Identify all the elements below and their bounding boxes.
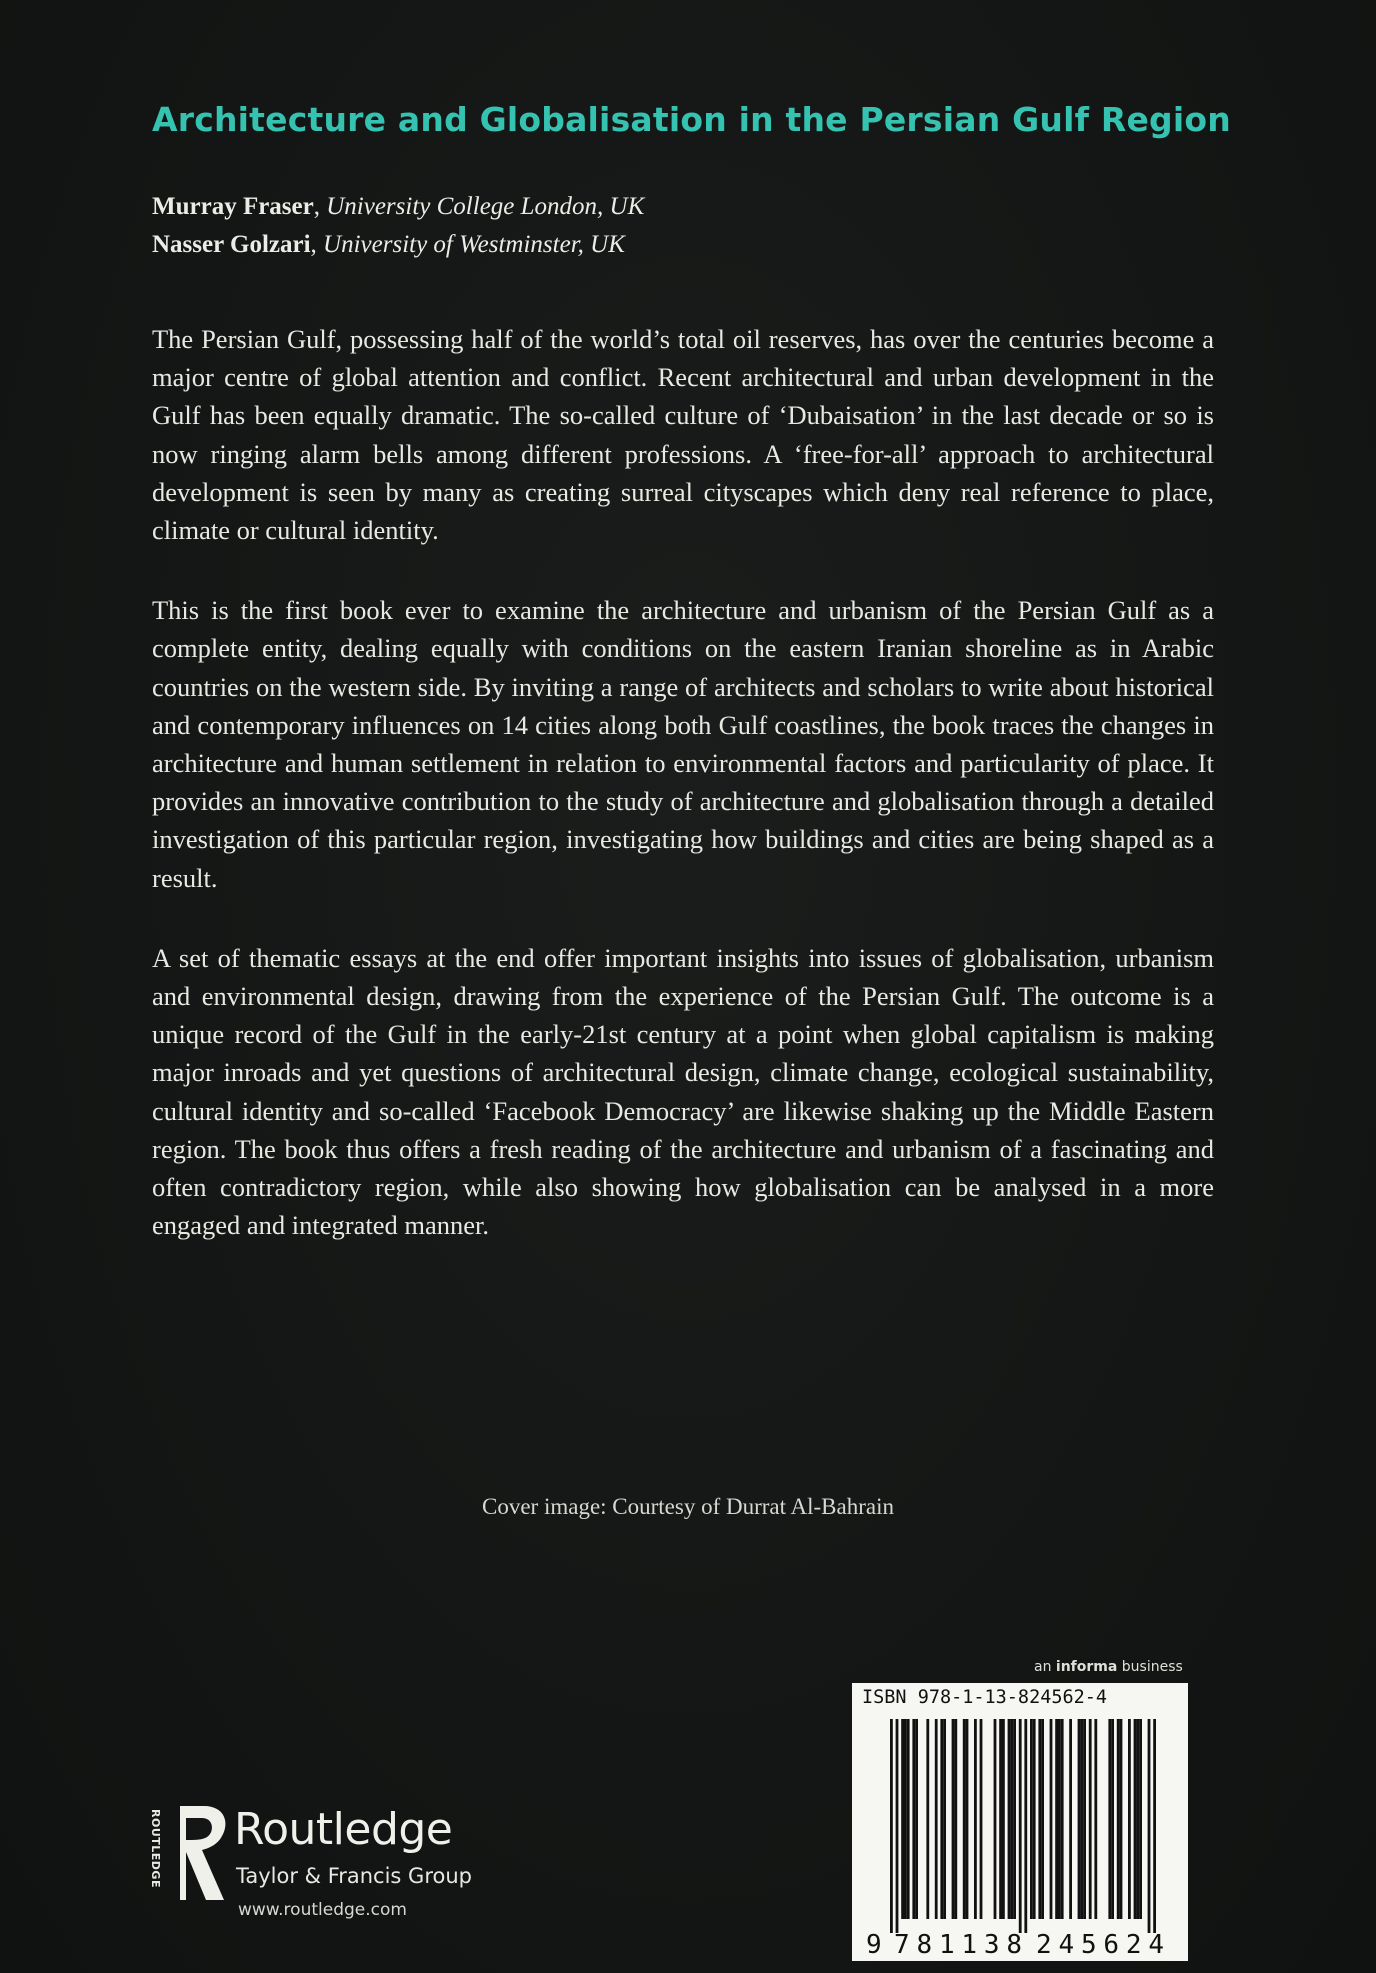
barcode-bars bbox=[852, 1713, 1188, 1961]
barcode-bar bbox=[1111, 1719, 1114, 1919]
barcode-bar bbox=[1013, 1719, 1016, 1919]
book-title: Architecture and Globalisation in the Persian Gulf Region bbox=[152, 100, 1231, 139]
barcode-bar bbox=[1058, 1719, 1061, 1919]
cover-image-credit: Cover image: Courtesy of Durrat Al-Bahrain bbox=[482, 1494, 894, 1519]
barcode-bar bbox=[1117, 1719, 1120, 1919]
publisher-vertical-mark: ROUTLEDGE bbox=[148, 1809, 162, 1888]
isbn-label: ISBN 978-1-13-824562-4 bbox=[862, 1687, 1108, 1708]
barcode-bar bbox=[1041, 1719, 1044, 1919]
publisher-logo bbox=[150, 1800, 530, 1930]
barcode-bar bbox=[1136, 1719, 1139, 1919]
barcode-bar bbox=[1002, 1719, 1005, 1919]
barcode-bar bbox=[952, 1719, 955, 1919]
barcode-digit-first: 9 bbox=[866, 1930, 882, 1960]
description-paragraph: This is the first book ever to examine the architecture and urbanism of the Persian Gulf as a complete entity, dealing equally with conditions on the eastern Iranian shoreline as in Arabic countries on the western side. By inviting a range of architects and scholars to write about historical and contemporary influences on 14 cities along both Gulf coastlines, the book traces the changes in architecture and human settlement in relation to environmental factors and particularity of place. It provides an innovative contribution to the study of architecture and globalisation through a detailed investigation of this particular region, investigating how buildings and cities are being shaped as a result. bbox=[152, 595, 1214, 893]
publisher-name: Routledge bbox=[234, 1804, 453, 1855]
barcode-bar bbox=[1139, 1719, 1142, 1919]
barcode-bar bbox=[1050, 1719, 1053, 1919]
barcode-bar bbox=[1083, 1719, 1086, 1919]
barcode-bar bbox=[1089, 1719, 1092, 1919]
barcode-bar bbox=[940, 1719, 943, 1919]
barcode-bar bbox=[901, 1719, 904, 1919]
informa-prefix: an bbox=[1034, 1659, 1052, 1675]
barcode-bar bbox=[1030, 1719, 1033, 1919]
barcode-bar bbox=[1061, 1719, 1064, 1919]
barcode-bar bbox=[896, 1719, 899, 1933]
barcode-bar bbox=[999, 1719, 1002, 1919]
barcode-bar bbox=[1094, 1719, 1097, 1919]
barcode-bar bbox=[1033, 1719, 1036, 1919]
barcode-bar bbox=[994, 1719, 997, 1919]
barcode-bar bbox=[1078, 1719, 1081, 1919]
routledge-r-icon bbox=[150, 1800, 240, 1910]
barcode-bar bbox=[1134, 1719, 1137, 1919]
barcode-bar bbox=[1019, 1719, 1022, 1933]
book-description bbox=[152, 320, 1214, 1286]
barcode-bar bbox=[980, 1719, 983, 1919]
author-entry: Murray Fraser, University College London, UK bbox=[152, 193, 645, 220]
author-affiliation: University College London, UK bbox=[326, 193, 645, 220]
barcode-bar bbox=[907, 1719, 910, 1919]
isbn-barcode bbox=[852, 1683, 1188, 1961]
barcode-bar bbox=[1024, 1719, 1027, 1933]
author-list bbox=[152, 188, 644, 264]
barcode-bar bbox=[974, 1719, 977, 1919]
barcode-bar bbox=[890, 1719, 893, 1933]
author-name: Nasser Golzari bbox=[152, 231, 311, 258]
barcode-bar bbox=[1010, 1719, 1013, 1919]
barcode-bar bbox=[1080, 1719, 1083, 1919]
barcode-bar bbox=[912, 1719, 915, 1919]
barcode-bar bbox=[966, 1719, 969, 1919]
barcode-bar bbox=[935, 1719, 938, 1919]
barcode-bar bbox=[915, 1719, 918, 1919]
author-affiliation: University of Westminster, UK bbox=[323, 231, 625, 258]
barcode-bar bbox=[943, 1719, 946, 1919]
informa-business-tag bbox=[1034, 1659, 1183, 1675]
barcode-digit-group-1: 781138 bbox=[894, 1930, 1022, 1960]
publisher-group: Taylor & Francis Group bbox=[236, 1864, 472, 1888]
barcode-bar bbox=[1153, 1719, 1156, 1933]
barcode-bar bbox=[1038, 1719, 1041, 1919]
author-entry: Nasser Golzari, University of Westminster, UK bbox=[152, 231, 625, 258]
barcode-bar bbox=[926, 1719, 929, 1919]
barcode-digit-group-2: 245624 bbox=[1036, 1930, 1164, 1960]
barcode-bar bbox=[1108, 1719, 1111, 1919]
publisher-url: www.routledge.com bbox=[238, 1900, 407, 1920]
barcode-bar bbox=[904, 1719, 907, 1919]
barcode-bar bbox=[1128, 1719, 1131, 1919]
barcode-bar bbox=[1055, 1719, 1058, 1919]
author-name: Murray Fraser bbox=[152, 193, 314, 220]
barcode-bar bbox=[1069, 1719, 1072, 1919]
description-paragraph: A set of thematic essays at the end offer important insights into issues of globalisation, urbanism and environmental design, drawing from the experience of the Persian Gulf. The outcome is a unique record of the Gulf in the early-21st century at a point when global capitalism is making major inroads and yet questions of architectural design, climate change, ecological sustainability, cultural identity and so-called ‘Facebook Democracy’ are likewise shaking up the Middle Eastern region. The book thus offers a fresh reading of the architecture and urbanism of a fascinating and often contradictory region, while also showing how globalisation can be analysed in a more engaged and integrated manner. bbox=[152, 942, 1214, 1241]
barcode-bar bbox=[963, 1719, 966, 1919]
barcode-bar bbox=[1008, 1719, 1011, 1919]
barcode-bar bbox=[954, 1719, 957, 1919]
barcode-bar bbox=[1120, 1719, 1123, 1919]
informa-suffix: business bbox=[1121, 1659, 1183, 1675]
barcode-bar bbox=[1148, 1719, 1151, 1933]
description-paragraph: The Persian Gulf, possessing half of the world’s total oil reserves, has over the centuries become a major centre of global attention and conflict. Recent architectural and urban development in the Gulf has been equally dramatic. The so-called culture of ‘Dubaisation’ in the last decade or so is now ringing alarm bells among different professions. A ‘free-for-all’ approach to architectural development is seen by many as creating surreal cityscapes which deny real reference to place, climate or cultural identity. bbox=[152, 324, 1214, 546]
informa-brand: informa bbox=[1055, 1659, 1118, 1675]
